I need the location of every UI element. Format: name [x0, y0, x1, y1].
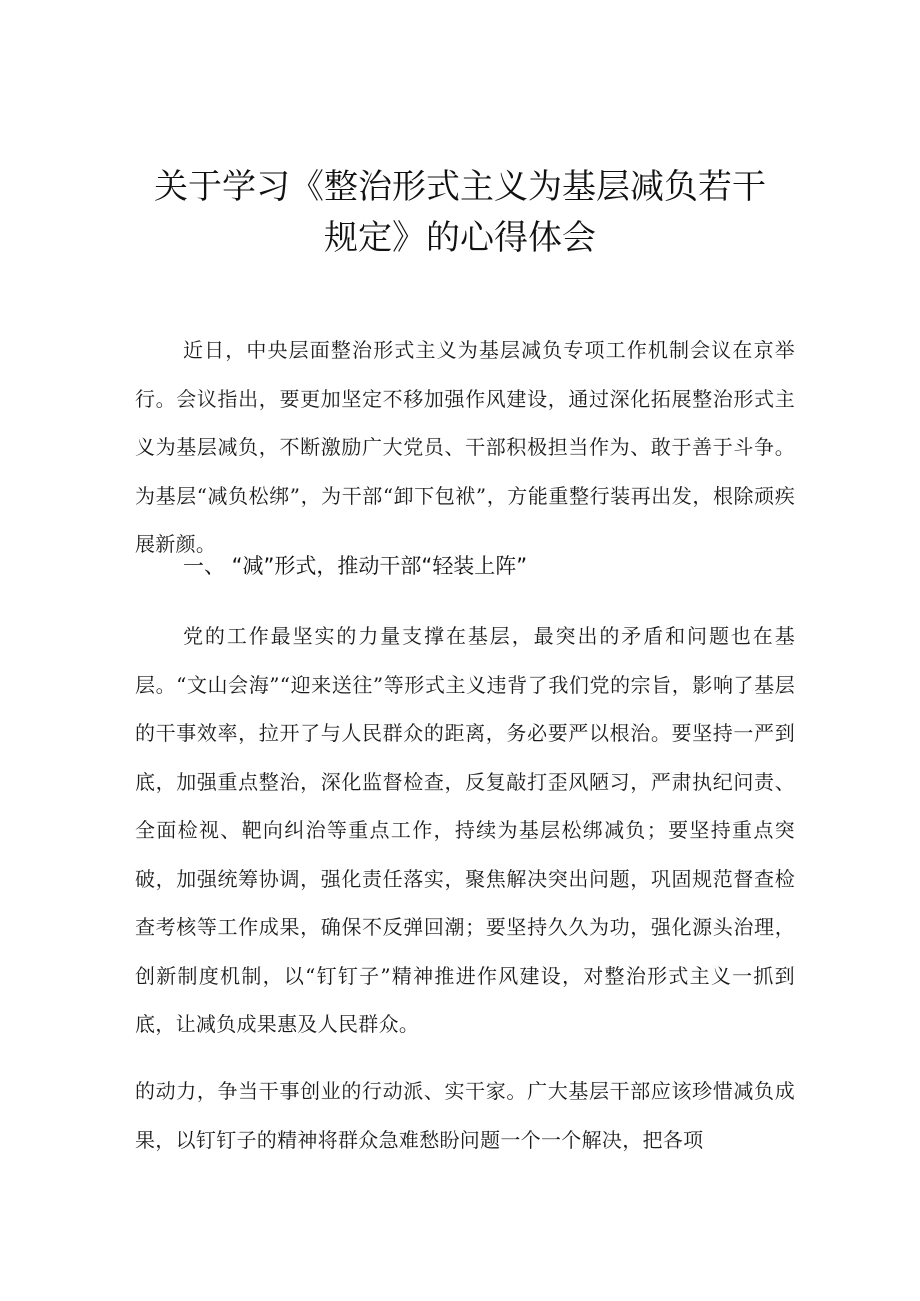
paragraph-continued: 的动力，争当干事创业的行动派、实干家。广大基层干部应该珍惜减负成果，以钉钉子的精神将群众急难愁盼问题一个一个解决，把各项: [135, 1079, 795, 1152]
paragraph-intro: 近日，中央层面整治形式主义为基层减负专项工作机制会议在京举行。会议指出，要更加坚定不移加强作风建设，通过深化拓展整治形式主义为基层减负，不断激励广大党员、干部积极担当作为、敢于善于斗争。为基层“减负松绑”，为干部“卸下包袱”，方能重整行装再出发，根除顽疾展新颜。: [135, 338, 795, 556]
paragraph-section-1: 党的工作最坚实的力量支撑在基层，最突出的矛盾和问题也在基层。“文山会海”“迎来送往”等形式主义违背了我们党的宗旨，影响了基层的干事效率，拉开了与人民群众的距离，务必要严以根治。要坚持一严到底，加强重点整治，深化监督检查，反复敲打歪风陋习，严肃执纪问责、全面检视、靶向纠治等重点工作，持续为基层松绑减负；要坚持重点突破，加强统筹协调，强化责任落实，聚焦解决突出问题，巩固规范督查检查考核等工作成果，确保不反弹回潮；要坚持久久为功，强化源头治理，创新制度机制，以“钉钉子”精神推进作风建设，对整治形式主义一抓到底，让减负成果惠及人民群众。: [135, 624, 795, 1036]
section-heading-1: 一、 “减”形式，推动干部“轻装上阵”: [183, 554, 528, 578]
document-title-line-1: 关于学习《整治形式主义为基层减负若干: [154, 167, 766, 207]
document-title-line-2: 规定》的心得体会: [324, 218, 596, 258]
